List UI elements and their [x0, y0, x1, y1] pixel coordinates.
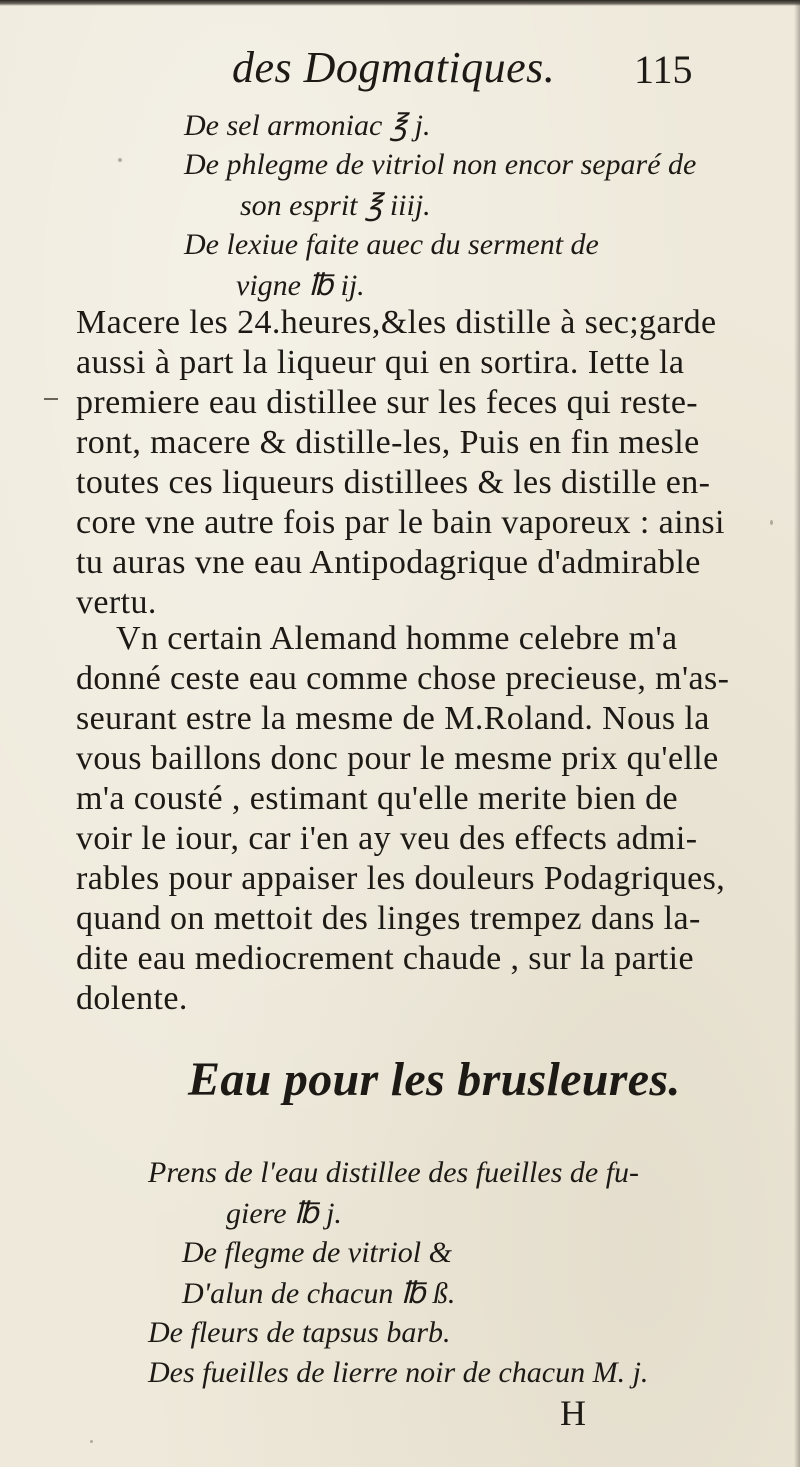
text-line: vertu. [76, 584, 157, 621]
text-line: quand on mettoit des linges trempez dans la- [76, 900, 701, 937]
ingredient-line: De lexiue faite auec du serment de [184, 228, 599, 261]
ingredient-line: De flegme de vitriol & [182, 1236, 452, 1269]
ingredient-line: vigne ℔ ij. [236, 269, 365, 302]
paper-speck [118, 158, 122, 162]
ingredient-line: Des fueilles de lierre noir de chacun M. j. [148, 1356, 649, 1389]
paper-speck [770, 520, 773, 525]
signature-mark: H [560, 1393, 586, 1433]
text-line: tu auras vne eau Antipodagrique d'admirable [76, 544, 701, 581]
ingredient-line: Prens de l'eau distillee des fueilles de fu- [148, 1156, 640, 1189]
page-right-shadow [794, 0, 800, 1467]
text-line: premiere eau distillee sur les feces qui reste- [76, 384, 699, 421]
ingredient-line: giere ℔ j. [226, 1197, 342, 1230]
page-number: 115 [634, 47, 693, 92]
ingredient-line: son esprit ℥ iiij. [240, 189, 431, 222]
text-line: Macere les 24.heures,&les distille à sec;garde [76, 304, 717, 341]
text-line: donné ceste eau comme chose precieuse, m'as- [76, 660, 730, 697]
text-line: m'a cousté , estimant qu'elle merite bien de [76, 780, 678, 817]
text-line: rables pour appaiser les douleurs Podagriques, [76, 860, 726, 897]
paper-speck [90, 1440, 93, 1443]
text-line: dolente. [76, 980, 188, 1017]
text-line: seurant estre la mesme de M.Roland. Nous la [76, 700, 710, 737]
text-line: dite eau mediocrement chaude , sur la partie [76, 940, 694, 977]
ingredient-line: De fleurs de tapsus barb. [148, 1316, 451, 1349]
text-line: core vne autre fois par le bain vaporeux : ainsi [76, 504, 725, 541]
running-head [0, 42, 800, 102]
ingredient-line: D'alun de chacun ℔ ß. [182, 1277, 456, 1310]
text-line: aussi à part la liqueur qui en sortira. Iette la [76, 344, 685, 381]
running-head-title: des Dogmatiques. [232, 43, 556, 92]
text-line: vous baillons donc pour le mesme prix qu'elle [76, 740, 719, 777]
text-line: ront, macere & distille-les, Puis en fin mesle [76, 424, 700, 461]
text-line: toutes ces liqueurs distillees & les distille en- [76, 464, 711, 501]
ingredient-line: De phlegme de vitriol non encor separé de [184, 148, 697, 181]
section-heading: Eau pour les brusleures. [188, 1053, 681, 1106]
ingredient-line: De sel armoniac ℥ j. [184, 109, 431, 142]
text-line: voir le iour, car i'en ay veu des effects admi- [76, 820, 698, 857]
text-line: Vn certain Alemand homme celebre m'a [116, 620, 678, 657]
page-top-shadow [0, 0, 800, 6]
margin-mark [44, 398, 58, 400]
